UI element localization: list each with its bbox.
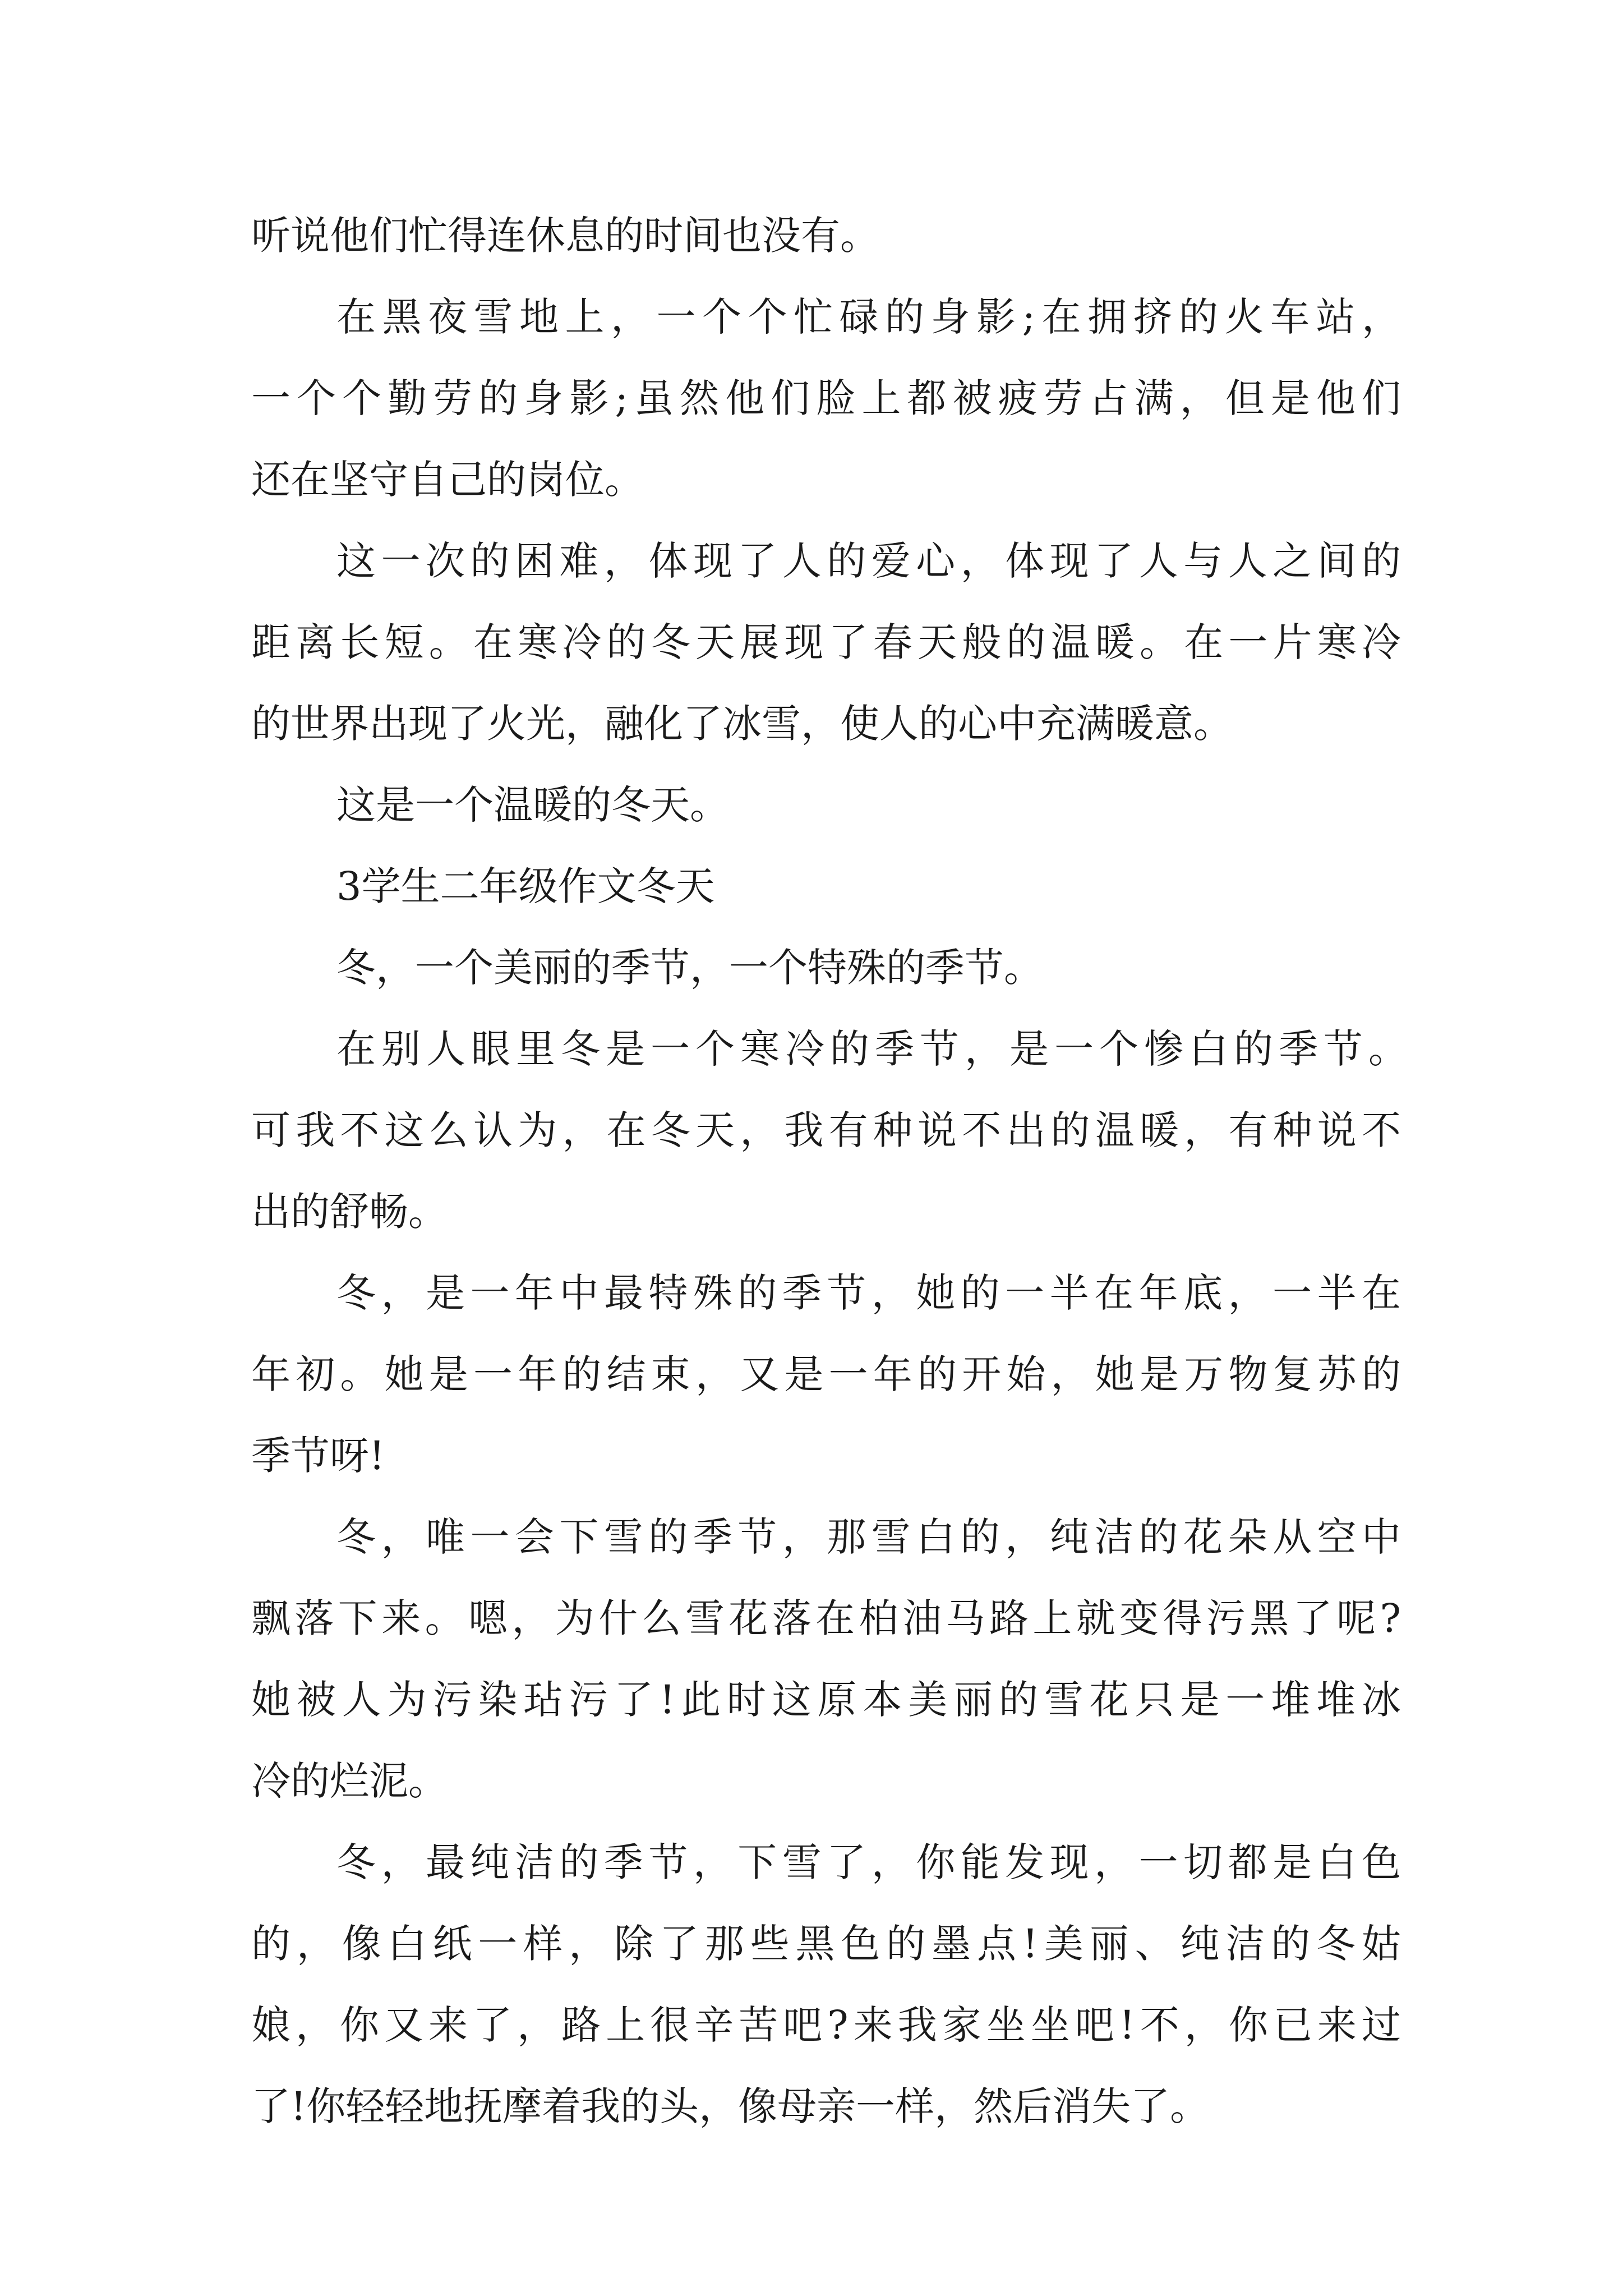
paragraph-start-line: 在别人眼里冬是一个寒冷的季节，是一个惨白的季节。: [336, 1026, 1408, 1072]
paragraph-start-line: 冬，一个美丽的季节，一个特殊的季节。: [336, 945, 1043, 991]
text-line: 冷的烂泥。: [251, 1758, 448, 1804]
paragraph-start-line: 冬，唯一会下雪的季节，那雪白的，纯洁的花朵从空中: [336, 1514, 1401, 1560]
paragraph-start-line: 这一次的困难，体现了人的爱心，体现了人与人之间的: [336, 538, 1401, 584]
paragraph-start-line: 冬，是一年中最特殊的季节，她的一半在年底，一半在: [336, 1270, 1401, 1316]
paragraph-start-line: 在黑夜雪地上，一个个忙碌的身影;在拥挤的火车站，: [336, 294, 1401, 340]
text-line: 还在坚守自己的岗位。: [251, 457, 644, 503]
paragraph-start-line: 这是一个温暖的冬天。: [336, 782, 729, 828]
text-line: 的，像白纸一样，除了那些黑色的墨点!美丽、纯洁的冬姑: [251, 1921, 1401, 1967]
section-heading: 3学生二年级作文冬天: [336, 863, 715, 909]
text-line: 她被人为污染玷污了!此时这原本美丽的雪花只是一堆堆冰: [251, 1677, 1401, 1723]
text-line: 距离长短。在寒冷的冬天展现了春天般的温暖。在一片寒冷: [251, 619, 1401, 665]
text-line: 了!你轻轻地抚摩着我的头，像母亲一样，然后消失了。: [251, 2083, 1210, 2129]
text-line: 出的舒畅。: [251, 1189, 448, 1235]
text-line: 的世界出现了火光，融化了冰雪，使人的心中充满暖意。: [251, 701, 1233, 747]
paragraph-start-line: 冬，最纯洁的季节，下雪了，你能发现，一切都是白色: [336, 1839, 1401, 1885]
text-line: 娘，你又来了，路上很辛苦吧?来我家坐坐吧!不，你已来过: [251, 2002, 1401, 2048]
text-line: 可我不这么认为，在冬天，我有种说不出的温暖，有种说不: [251, 1107, 1401, 1153]
text-line: 听说他们忙得连休息的时间也没有。: [251, 213, 879, 259]
text-line: 年初。她是一年的结束，又是一年的开始，她是万物复苏的: [251, 1351, 1401, 1397]
text-line: 飘落下来。嗯，为什么雪花落在柏油马路上就变得污黑了呢?: [251, 1595, 1401, 1641]
text-line: 季节呀!: [251, 1433, 385, 1479]
text-line: 一个个勤劳的身影;虽然他们脸上都被疲劳占满，但是他们: [251, 375, 1401, 421]
